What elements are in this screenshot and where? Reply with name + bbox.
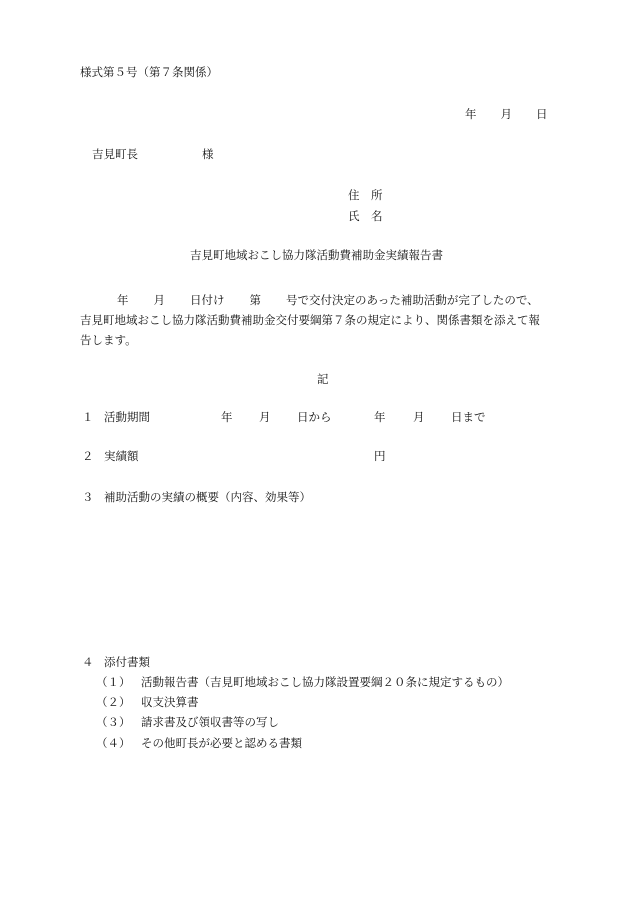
date-day: 日 [536,107,548,121]
body-day-dated: 日付け [190,293,225,307]
body-month: 月 [153,293,165,307]
item-attachments-label: 添付書類 [104,655,150,669]
item-period-label: 活動期間 [104,410,150,424]
ki-marker: 記 [317,372,329,386]
date-month: 月 [500,107,512,121]
name-label: 氏 名 [348,209,383,223]
body-number-prefix: 第 [249,293,261,307]
attachment-text-2: 収支決算書 [141,695,199,709]
body-line-2: 吉見町地域おこし協力隊活動費補助金交付要綱第７条の規定により、関係書類を添えて報 [80,313,540,327]
attachment-num-1: （１） [96,675,131,689]
attachment-text-4: その他町長が必要と認める書類 [141,736,302,750]
body-line-3: 告します。 [80,333,137,347]
item-amount-number: ２ [82,449,94,463]
period-month-1: 月 [259,410,271,424]
date-line [465,108,548,122]
body-paragraph [80,290,550,350]
period-year-2: 年 [374,410,386,424]
date-year: 年 [465,107,477,121]
address-label: 住 所 [348,188,383,202]
body-text-after-number: 号で交付決定のあった補助活動が完了したので、 [286,293,539,307]
document-title: 吉見町地域おこし協力隊活動費補助金実績報告書 [190,248,443,262]
attachment-num-4: （４） [96,736,131,750]
attachment-text-3: 請求書及び領収書等の写し [141,715,279,729]
item-summary-number: ３ [82,490,94,504]
attachment-num-2: （２） [96,695,131,709]
addressee [92,148,214,162]
period-year-1: 年 [221,410,233,424]
body-year: 年 [117,293,129,307]
addressee-name: 吉見町長 [92,147,138,161]
item-period-number: １ [82,410,94,424]
item-amount-label: 実績額 [104,449,139,463]
item-summary-label: 補助活動の実績の概要（内容、効果等） [104,490,311,504]
period-from: 日から [297,410,332,424]
addressee-honorific: 様 [202,147,214,161]
item-attachments-number: ４ [82,655,94,669]
attachment-num-3: （３） [96,715,131,729]
amount-unit: 円 [374,449,386,463]
period-until: 日まで [451,410,486,424]
body-line-1 [80,290,550,310]
form-label: 様式第５号（第７条関係） [80,65,218,79]
attachment-text-1: 活動報告書（吉見町地域おこし協力隊設置要綱２０条に規定するもの） [141,675,509,689]
period-month-2: 月 [413,410,425,424]
